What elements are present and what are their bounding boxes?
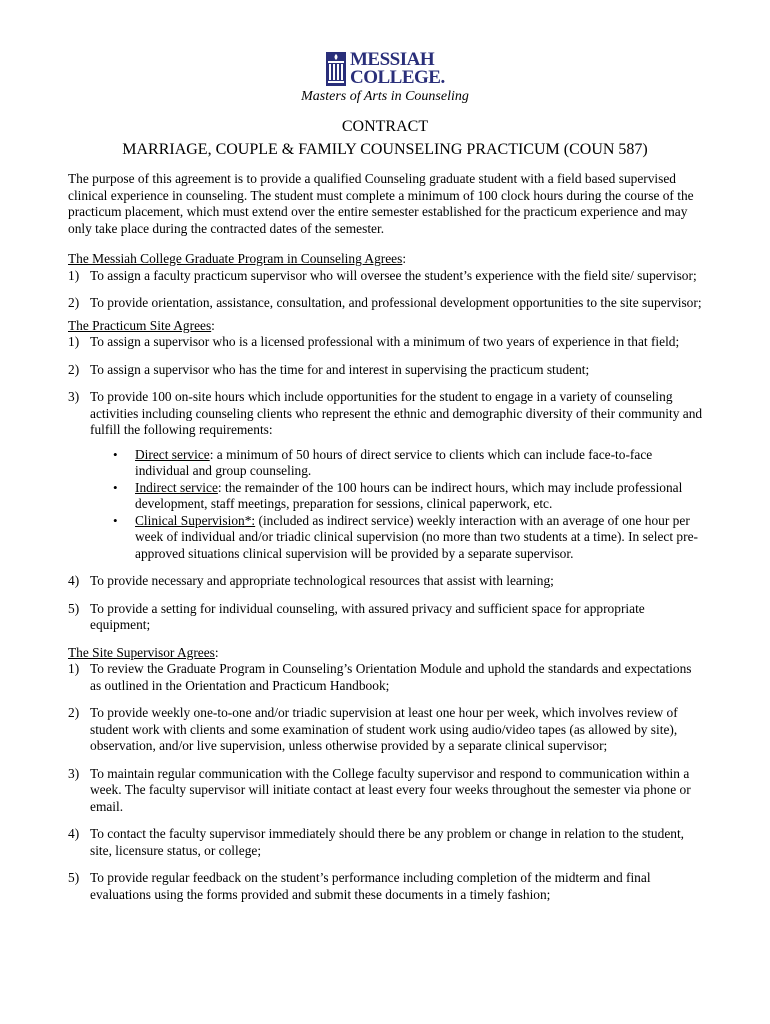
- document-title: CONTRACT: [341, 118, 429, 135]
- list-item: 4) To provide necessary and appropriate technological resources that assist with learning;: [68, 573, 554, 588]
- list-item: 2) To provide weekly one-to-one and/or triadic supervision at least one hour per week, which involves review of student work with clients and some examination of student work using audio/video tapes (as allowed by site), observation, and/or live supervision, unless otherwise provided by a separate clinical supervisor;: [68, 705, 678, 753]
- logo-emblem-icon: [326, 52, 346, 86]
- bullet-item: • Clinical Supervision*: (included as indirect service) weekly interaction with an average of one hour per week of individual and/or triadic clinical supervision (no more than two students at a time). In select pre-approved situations clinical supervision will be provided by a separate supervisor.: [113, 512, 698, 561]
- bullet-icon: •: [113, 512, 118, 528]
- list-item: 5) To provide a setting for individual counseling, with assured privacy and sufficient space for appropriate equipment;: [68, 600, 645, 632]
- intro-paragraph: The purpose of this agreement is to provide a qualified Counseling graduate student with a field based supervised clinical experience in counseling. The student must complete a minimum of 100 clock hours during the course of the practicum placement, which must extend over the entire semester established for the practicum experience and may only take place during the contracted dates of the semester.: [68, 171, 694, 236]
- logo-line-2: COLLEGE.: [350, 67, 445, 88]
- program-subtitle: Masters of Arts in Counseling: [301, 89, 469, 104]
- bullet-icon: •: [113, 446, 118, 462]
- list-item: 5) To provide regular feedback on the student’s performance including completion of the midterm and final evaluations using the forms provided and submit these documents in a timely fashion;: [68, 870, 651, 902]
- list-item: 2) To assign a supervisor who has the time for and interest in supervising the practicum student;: [68, 361, 590, 377]
- list-item: 4) To contact the faculty supervisor immediately should there be any problem or change in relation to the student, site, licensure status, or college;: [68, 826, 685, 858]
- logo-line-1: MESSIAH: [350, 49, 435, 70]
- requirements-list: [113, 447, 704, 563]
- bullet-icon: •: [113, 479, 118, 495]
- list-item: 3) To maintain regular communication with the College faculty supervisor and respond to communication within a week. The faculty supervisor will initiate contact at least every four weeks throughout the semester via phone or email.: [68, 765, 691, 814]
- messiah-college-logo: [326, 49, 446, 88]
- bullet-item: • Indirect service: the remainder of the 100 hours can be indirect hours, which may include professional development, staff meetings, preparation for sessions, clinical paperwork, etc.: [113, 479, 683, 511]
- list-item: 2) To provide orientation, assistance, consultation, and professional development opportunities to the site supervisor;: [68, 295, 702, 310]
- list-item: 1) To assign a faculty practicum supervisor who will oversee the student’s experience with the field site/ supervisor;: [68, 267, 697, 283]
- section-heading-college: The Messiah College Graduate Program in Counseling Agrees:: [68, 251, 407, 266]
- list-item: 1) To assign a supervisor who is a licensed professional with a minimum of two years of experience in that field;: [68, 334, 680, 349]
- section-heading-site-supervisor: The Site Supervisor Agrees:: [68, 644, 219, 660]
- list-item: 3) To provide 100 on-site hours which include opportunities for the student to engage in a variety of counseling activities including counseling clients who represent the ethnic and demographic diversity of their community and fulfill the following requirements: • Direct service: a minimum of 50 hours of direct service to clients which can include face-to-face individual and group counseling. • Indirect service: the remainder of the 100 hours can be indirect hours, which may include professional development, staff meetings, preparation for sessions, clinical paperwork, etc. • Clinical Supervision*: (included as indirect service) weekly interaction with an average of one hour per week of individual and/or triadic clinical supervision (no more than two students at a time). In select pre-approved situations clinical supervision will be provided by a separate supervisor.: [68, 389, 703, 561]
- section-heading-site: The Practicum Site Agrees:: [68, 317, 215, 333]
- contract-body: [68, 171, 704, 903]
- logo-wordmark: [350, 51, 445, 87]
- list-item: 1) To review the Graduate Program in Counseling’s Orientation Module and uphold the standards and expectations as outlined in the Orientation and Practicum Handbook;: [68, 661, 692, 693]
- document-subtitle-course: MARRIAGE, COUPLE & FAMILY COUNSELING PRACTICUM (COUN 587): [122, 141, 648, 158]
- bullet-item: • Direct service: a minimum of 50 hours of direct service to clients which can include face-to-face individual and group counseling.: [113, 446, 653, 478]
